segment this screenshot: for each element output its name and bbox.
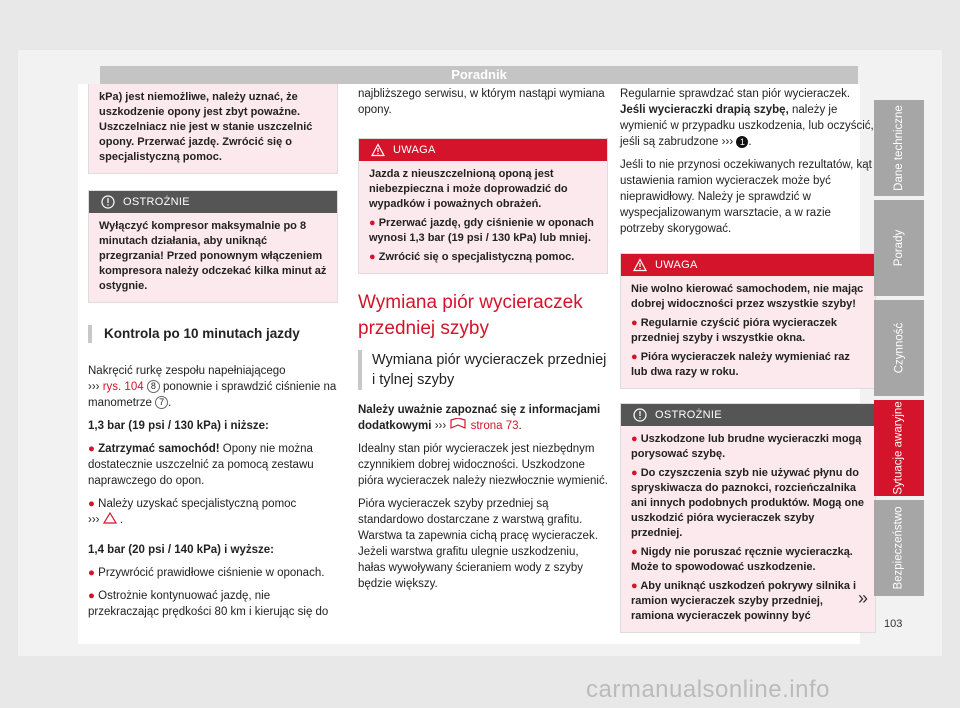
- caution-box: [88, 190, 338, 303]
- callout-number: 1: [736, 136, 748, 148]
- figure-link[interactable]: rys. 104: [102, 381, 144, 393]
- bullet-icon: ●: [88, 567, 95, 579]
- tab-dane-techniczne[interactable]: Dane techniczne: [874, 100, 924, 196]
- paragraph: Jeśli to nie przynosi oczekiwanych rezultatów, kąt ustawienia ramion wycieraczek może być nieprawidłowy. Należy je sprawdzić w wyspecjalizowanym warsztacie, a w razie potrzeby skorygować.: [620, 159, 872, 235]
- content-area: [78, 84, 874, 644]
- warning-label: UWAGA: [655, 259, 698, 271]
- caution-bullet: ● Do czyszczenia szyb nie używać płynu do spryskiwacza do paznokci, rozcieńczalnika ani innych podobnych produktów. Mogą one uszkodzić pióra wycieraczek szyby przedniej.: [631, 467, 865, 539]
- tab-bezpieczenstwo[interactable]: Bezpieczeństwo: [874, 500, 924, 596]
- column-2: [358, 84, 608, 599]
- paragraph: Regularnie sprawdzać stan piór wycieraczek. Jeśli wycieraczki drapią szybę, należy je wymienić w przypadku uszkodzenia, lub oczyścić, jeśli są zabrudzone ››› 1 .: [620, 88, 874, 148]
- bullet-icon: ●: [631, 351, 638, 363]
- continue-arrow-icon: »: [858, 588, 869, 608]
- warning-bullet: ● Przerwać jazdę, gdy ciśnienie w oponach wynosi 1,3 bar (19 psi / 130 kPa) lub mniej.: [369, 217, 594, 244]
- pressure-low-heading: 1,3 bar (19 psi / 130 kPa) i niższe:: [88, 420, 269, 432]
- caution-header: [621, 404, 875, 426]
- caution-header: [89, 191, 337, 213]
- warning-bullet: ● Pióra wycieraczek należy wymieniać raz lub dwa razy w roku.: [631, 351, 850, 378]
- pressure-high-heading: 1,4 bar (20 psi / 140 kPa) i wyższe:: [88, 544, 275, 556]
- reference-paragraph: Należy uważnie zapoznać się z informacjami dodatkowymi ››› strona 73.: [358, 404, 601, 432]
- book-icon: [449, 418, 467, 430]
- warning-label: UWAGA: [393, 144, 436, 156]
- bullet-icon: ●: [88, 590, 95, 602]
- bullet-icon: ●: [631, 433, 638, 445]
- instruction-paragraph: Nakręcić rurkę zespołu napełniającego ››› rys. 104 8 ponownie i sprawdzić ciśnienie na manometrze 7 .: [88, 365, 337, 409]
- bullet-icon: ●: [369, 217, 376, 229]
- bullet-icon: ●: [631, 317, 638, 329]
- warning-triangle-icon: [371, 143, 385, 157]
- caution-label: OSTROŻNIE: [123, 196, 190, 208]
- tab-czynnosc[interactable]: Czynność: [874, 300, 924, 396]
- bullet-item: ● Zatrzymać samochód! Opony nie można dostatecznie uszczelnić za pomocą zestawu naprawczego do opon.: [88, 443, 314, 487]
- callout-number: 7: [155, 396, 168, 409]
- bullet-icon: ●: [631, 546, 638, 558]
- warning-box: [358, 138, 608, 274]
- bullet-item: ● Ostrożnie kontynuować jazdę, nie przekraczając prędkości 80 km i kierując się do: [88, 590, 329, 618]
- caution-text: Wyłączyć kompresor maksymalnie po 8 minutach działania, aby uniknąć przegrzania! Przed ponownym włączeniem kompresora należy odczekać kilka minut aż ostygnie.: [99, 220, 327, 292]
- warning-header: [359, 139, 607, 161]
- column-3: [620, 84, 876, 633]
- caution-bullet: ● Uszkodzone lub brudne wycieraczki mogą porysować szybę.: [631, 433, 862, 460]
- warning-continuation-text: kPa) jest niemożliwe, należy uznać, że uszkodzenie opony jest zbyt poważne. Uszczelniacz nie jest w stanie uszczelnić opony. Przerwać jazdę. Zwrócić się o specjalistyczną pomoc.: [99, 91, 313, 163]
- chapter-tabs: [874, 100, 924, 600]
- watermark: carmanualsonline.info: [586, 676, 830, 703]
- warning-text: Jazda z nieuszczelnioną oponą jest niebezpieczna i może doprowadzić do wypadków i poważnych obrażeń.: [369, 168, 568, 210]
- warning-bullet: ● Regularnie czyścić pióra wycieraczek przedniej szyby i wszystkie okna.: [631, 317, 837, 344]
- column-1: [88, 84, 338, 627]
- warning-header: [621, 254, 875, 276]
- paragraph: Idealny stan piór wycieraczek jest niezbędnym czynnikiem dobrej widoczności. Uszkodzone pióra wycieraczek należy niezwłocznie wymienić.: [358, 443, 608, 487]
- bullet-icon: ●: [88, 443, 95, 455]
- warning-bullet: ● Zwrócić się o specjalistyczną pomoc.: [369, 251, 575, 263]
- warning-text: Nie wolno kierować samochodem, nie mając dobrej widoczności przez wszystkie szyby!: [631, 283, 864, 310]
- warning-triangle-icon: [633, 258, 647, 272]
- page-link[interactable]: strona 73: [470, 420, 519, 432]
- bullet-item: ● Należy uzyskać specjalistyczną pomoc ››› .: [88, 498, 297, 526]
- bullet-icon: ●: [369, 251, 376, 263]
- caution-box: [620, 403, 876, 633]
- paragraph: najbliższego serwisu, w którym nastąpi wymiana opony.: [358, 88, 605, 116]
- bullet-icon: ●: [631, 580, 638, 592]
- chapter-title: Wymiana piór wycieraczek przedniej szyby: [358, 292, 583, 339]
- page-number: 103: [884, 618, 903, 630]
- tab-porady[interactable]: Porady: [874, 200, 924, 296]
- section-heading: Kontrola po 10 minutach jazdy: [88, 325, 338, 343]
- bullet-icon: ●: [631, 467, 638, 479]
- caution-bullet: ● Nigdy nie poruszać ręcznie wycieraczką. Może to spowodować uszkodzenie.: [631, 546, 853, 573]
- page-header: Poradnik: [100, 66, 858, 84]
- section-heading: Wymiana piór wycieraczek przedniej i tylnej szyby: [358, 350, 608, 390]
- info-circle-icon: [101, 195, 115, 209]
- warning-triangle-icon[interactable]: [103, 512, 117, 524]
- paragraph: Pióra wycieraczek szyby przedniej są standardowo dostarczane z warstwą grafitu. Warstwa ta zapewnia cichą pracę wycieraczek. Jeżeli warstwa grafitu ulegnie uszkodzeniu, hałas wywoływany ścieraniem wody z szyby będzie większy.: [358, 498, 598, 590]
- caution-label: OSTROŻNIE: [655, 409, 722, 421]
- bullet-icon: ●: [88, 498, 95, 510]
- bullet-item: ● Przywrócić prawidłowe ciśnienie w oponach.: [88, 567, 325, 579]
- callout-number: 8: [147, 380, 160, 393]
- caution-bullet: ● Aby uniknąć uszkodzeń pokrywy silnika i ramion wycieraczek szyby przedniej, ramiona wycieraczek powinny być: [631, 580, 857, 622]
- info-circle-icon: [633, 408, 647, 422]
- warning-continuation-box: [88, 84, 338, 174]
- tab-sytuacje-awaryjne[interactable]: Sytuacje awaryjne: [874, 400, 924, 496]
- warning-box: [620, 253, 876, 389]
